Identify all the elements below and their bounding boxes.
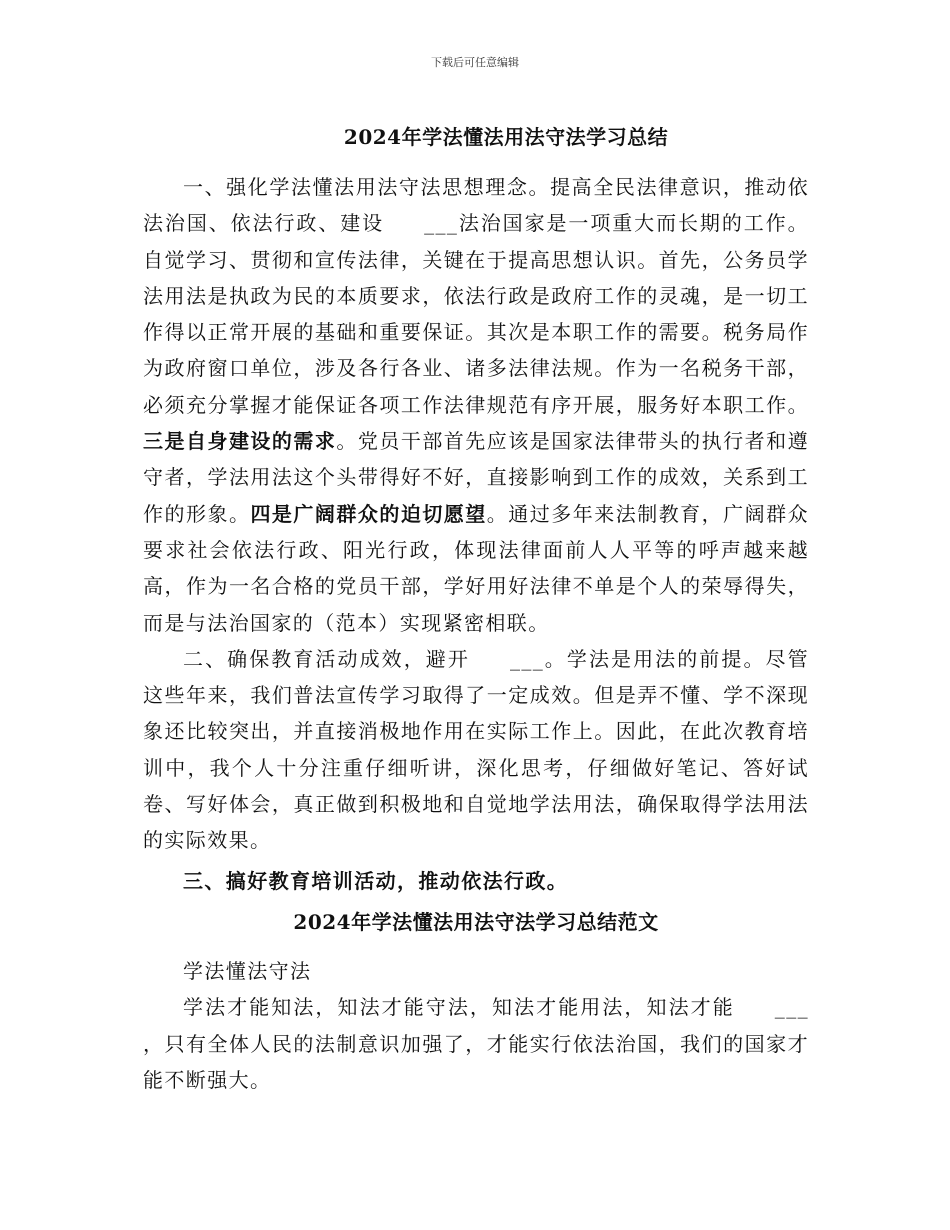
- bold-point-four: 四是广阔群众的迫切愿望: [250, 501, 487, 526]
- closing-paragraph: [143, 989, 809, 1098]
- section-one-text-b: 法治国家是一项重大而长期的工作。自觉学习、贯彻和宣传法律，关键在于提高思想认识。首先，公务员学法用法是执政为民的本质要求，依法行政是政府工作的灵魂，是一切工作得以正常开展的基础和重要保证。其次是本职工作的需要。税务局作为政府窗口单位，涉及各行各业、诸多法律法规。作为一名税务干部，必须充分掌握才能保证各项工作法律规范有序开展，服务好本职工作。: [143, 211, 809, 417]
- bold-point-three: 三是自身建设的需求: [143, 429, 337, 454]
- section-one-text-a: 一、强化学法懂法用法守法思想理念。提高全民法律意识，推动依法治国、依法行政、建设: [143, 175, 809, 236]
- header-note: 下载后可任意编辑: [431, 56, 519, 69]
- section-two-paragraph: [143, 641, 809, 859]
- document-subtitle: 2024年学法懂法用法守法学习总结范文: [293, 909, 659, 934]
- fill-blank: ___: [424, 211, 459, 236]
- section-two-text-b: 。学法是用法的前提。尽管这些年来，我们普法宣传学习取得了一定成效。但是弄不懂、学不深现象还比较突出，并直接消极地作用在实际工作上。因此，在此次教育培训中，我个人十分注重仔细听讲，深化思考，仔细做好笔记、答好试卷、写好体会，真正做到积极地和自觉地学法用法，确保取得学法用法的实际效果。: [143, 646, 809, 853]
- section-one-text-d: 。通过多年来法制教育，广阔群众要求社会依法行政、阳光行政，体现法律面前人人平等的呼声越来越高，作为一名合格的党员干部，学好用好法律不单是个人的荣辱得失，而是与法治国家的（范本）实现紧密相联。: [143, 501, 810, 635]
- section-three-heading: 三、搞好教育培训活动，推动依法行政。: [183, 868, 569, 893]
- subheading-paragraph: 学法懂法守法: [183, 958, 312, 983]
- closing-text-a: 学法才能知法，知法才能守法，知法才能用法，知法才能: [183, 995, 735, 1020]
- document-title: 2024年学法懂法用法守法学习总结: [343, 125, 669, 149]
- section-one-text-c: 。党员干部首先应该是国家法律带头的执行者和遵守者，学法用法这个头带得好不好，直接影响到工作的成效，关系到工作的形象。: [143, 429, 809, 526]
- fill-blank: ___: [509, 646, 545, 671]
- section-two-text-a: 二、确保教育活动成效，避开: [183, 646, 470, 671]
- closing-text-b: ，只有全体人民的法制意识加强了，才能实行依法治国，我们的国家才能不断强大。: [143, 1031, 809, 1092]
- fill-blank: ___: [774, 995, 809, 1020]
- section-one-paragraph: [143, 169, 809, 641]
- document-body: [143, 120, 809, 1098]
